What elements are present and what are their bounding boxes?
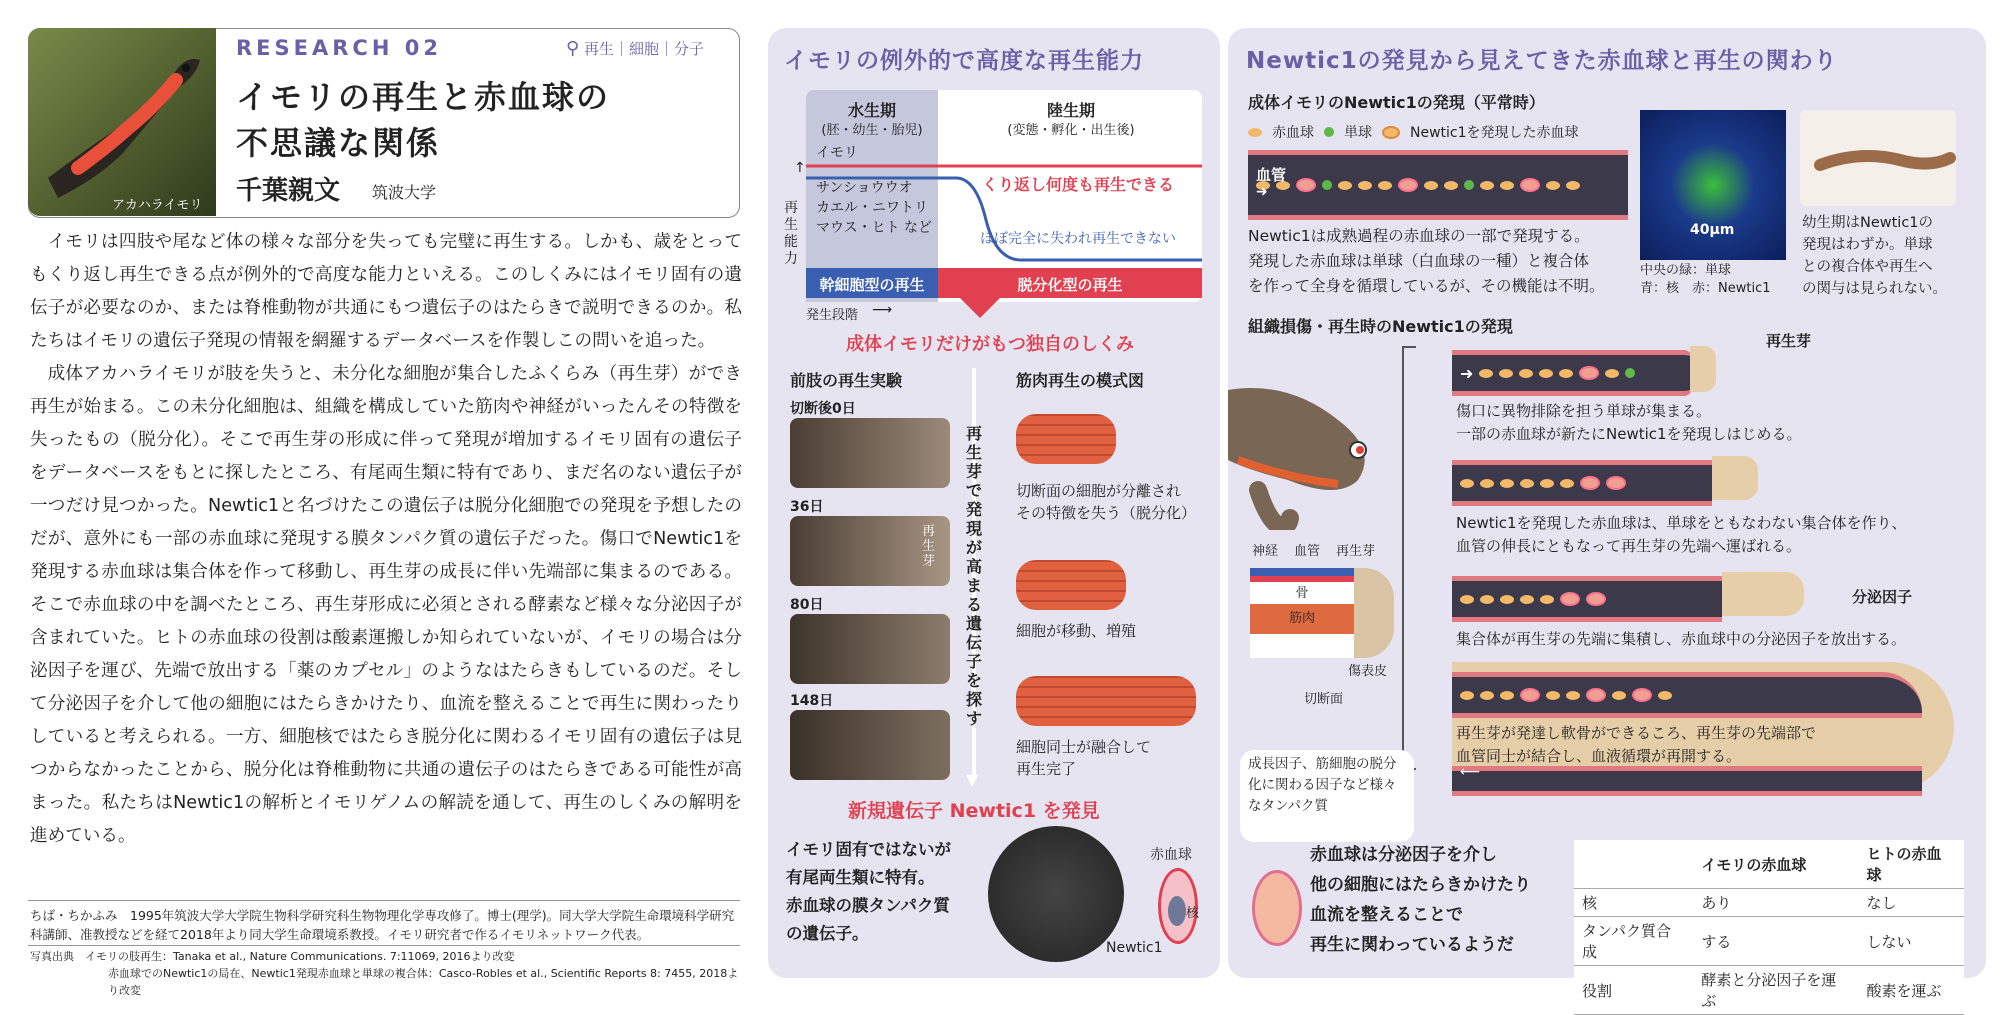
return-arrow-icon: ⟵ [1460,764,1481,780]
limb-labels-top [1252,540,1375,559]
day-label-148: 148日 [790,693,834,709]
divider [28,945,740,946]
stage2-description [1456,512,1907,558]
table-header-row [1574,840,1964,889]
stage4-description [1456,722,1816,768]
limb-muscle-label: 筋肉 [1250,604,1354,634]
table-cell: タンパク質合成 [1574,917,1693,966]
col1-sub: (胚・幼生・胎児) [821,123,923,138]
author-bio: ちば・ちかふみ 1995年筑波大学大学院生物科学研究科生物物理化学専攻修了。博士(理学)。同大学大学院生命環境科学研究科講師、准教授などを経て2018年より同大学生命環境系教授。イモリ研究者で作るイモリネットワーク代表。 [30,908,735,942]
larva-line-4: の関与は見られない。 [1802,281,1947,297]
limb-cut-label: 切断面 [1304,692,1344,707]
muscle-step3-b: 再生完了 [1016,760,1077,778]
panel1-title: イモリの例外的で高度な再生能力 [784,48,1144,74]
table-cell: なし [1858,889,1964,917]
table-header-cell [1574,840,1693,889]
table-cell: 酵素と分泌因子を運ぶ [1693,966,1858,1015]
blastema-label: 再生芽 [1766,332,1812,350]
search-step-vertical: 再生芽で発現が高まる遺伝子を探す [966,424,983,728]
flow-arrow-icon: ➜ [1256,184,1268,200]
table-cell: 酸素を運ぶ [1858,966,1964,1015]
key-icon: ⚲ [566,38,580,59]
micro-caption-1: 中央の緑：単球 [1640,263,1732,278]
x-axis-label: 発生段階 [806,308,859,323]
col1-item-mouse: マウス・ヒト など [816,220,933,236]
newt-diagram [1228,360,1398,530]
newt-photo [28,28,216,216]
muscle-step2: 細胞が移動、増殖 [1016,622,1137,640]
scale-bar-label: 40μm [1690,222,1735,238]
vessel-label: 血管 [1256,166,1287,184]
blastema-stage1 [1690,346,1716,392]
day-label-0: 切断後0日 [790,401,856,417]
muscle-step3 [1016,736,1151,780]
muscle-step1-b: その特徴を失う（脱分化） [1016,504,1197,522]
desc-line-3: を作って全身を循環しているが、その機能は不明。 [1248,277,1605,295]
larva-photo [1800,110,1956,206]
model-title: 筋肉再生の模式図 [1016,371,1145,390]
conclusion [1310,840,1531,960]
limb-vessel-label: 血管 [1294,544,1321,559]
red-line-label: くり返し何度も再生できる [982,175,1175,194]
blastema-photo-label: 再生芽 [922,524,936,569]
arrow-up-icon: ↑ [794,160,806,176]
larva-line-2: 発現はわずか。単球 [1802,237,1933,253]
conclusion-line-2: 他の細胞にはたらきかけたり [1310,875,1531,895]
micro-caption-2: 青：核 赤：Newtic1 [1640,281,1771,296]
table-row [1574,889,1964,917]
desc-line-1: Newtic1は成熟過程の赤血球の一部で発現する。 [1248,227,1590,245]
nucleus-label: 核 [1186,906,1200,921]
larva-note [1802,212,1947,300]
author-name: 千葉親文 [236,176,341,206]
stage3-description: 集合体が再生芽の先端に集積し、赤血球中の分泌因子を放出する。 [1456,630,1907,648]
rbc-comparison-table [1574,840,1964,1015]
limb-blastema-label: 再生芽 [1336,544,1376,559]
table-cell: しない [1858,917,1964,966]
section-normal-title: 成体イモリのNewtic1の発現（平常時） [1248,93,1545,112]
conclusion-line-1: 赤血球は分泌因子を介し [1310,845,1497,865]
larva-line-1: 幼生期はNewtic1の [1802,215,1934,231]
day-label-36: 36日 [790,499,824,515]
blue-line-label: ほぼ完全に失われ再生できない [980,231,1176,247]
col2-head: 陸生期 [1046,101,1095,120]
article-title-line1: イモリの再生と赤血球の [236,78,611,116]
table-row [1574,966,1964,1015]
limb-photo-day148 [790,710,950,780]
stage4-line-1: 再生芽が発達し軟骨ができるころ、再生芽の先端部で [1456,724,1817,742]
table-header-cell: イモリの赤血球 [1693,840,1858,889]
muscle-model-1 [1016,414,1116,464]
blastema-stage3 [1722,572,1804,616]
tag-list [566,38,704,59]
vessel-stage2 [1452,460,1712,506]
rbc-label: 赤血球 [1150,847,1192,863]
rbc-secreting-diagram [1252,870,1302,946]
note-line-4: の遺伝子。 [786,924,869,943]
secreted-factor-label: 分泌因子 [1852,588,1913,606]
article-kicker: RESEARCH 02 [236,36,442,60]
vessel-stage3 [1452,576,1722,622]
legend-monocyte: 単球 [1344,125,1372,141]
limb-cross-section [1250,568,1354,658]
table-cell: 役割 [1574,966,1693,1015]
vessel-stage4-lower [1452,766,1922,796]
arrow-right-icon: ⟶ [872,302,893,318]
article-title-line2: 不思議な関係 [236,124,441,162]
note-line-2: 有尾両生類に特有。 [786,868,935,887]
band-left-label: 幹細胞型の再生 [819,276,925,294]
panel2-title: Newtic1の発見から見えてきた赤血球と再生の関わり [1246,48,1838,74]
tag-text: 再生｜細胞｜分子 [583,40,704,58]
limb-epidermis-label: 傷表皮 [1348,664,1388,679]
day-label-80: 80日 [790,597,824,613]
credit-line-2: 赤血球でのNewtic1の局在、Newtic1発現赤血球と単球の複合体：Casco-Robles et al., Scientific Reports 8: 7455, 2018より改変 [108,967,739,997]
stage1-description [1456,400,1802,446]
stage2-line-1: Newtic1を発現した赤血球は、単球をともなわない集合体を作り、 [1456,514,1907,532]
vessel-stage4-upper [1452,672,1922,718]
body-paragraph-2: 成体アカハライモリが肢を失うと、未分化な細胞が集合したふくらみ（再生芽）ができ再生が始まる。この未分化細胞は、組織を構成していた筋肉や神経がいったんその特徴を失ったもの（脱分化）。そこで再生芽の形成に伴って発現が増加するイモリ固有の遺伝子をデータベースをもとに探したところ、有尾両生類に特有であり、まだ名のない遺伝子が一つだけ見つかった。Newtic1と名づけたこの遺伝子は脱分化細胞での発現を予想したのだが、意外にも一部の赤血球に発現する膜タンパク質の遺伝子だった。傷口でNewtic1を発現する赤血球は集合体を作って移動し、再生芽の成長に伴い先端部に集まるのである。そこで赤血球の中を調べたところ、再生芽形成に必須とされる酵素など様々な分泌因子が含まれていた。ヒトの赤血球の役割は酸素運搬しか知られていないが、イモリの場合は分泌因子を運び、先端で放出する「薬のカプセル」のようなはたらきもしているのだ。そして分泌因子を介して他の細胞にはたらきかけたり、血流を整えることで再生に関わったりしていると考えられる。一方、細胞核ではたらき脱分化に関わるイモリ固有の遺伝子は見つからなかったことから、脱分化は脊椎動物に共通の遺伝子のはたらきである可能性が高まった。私たちはNewtic1の解析とイモリゲノムの解読を通して、再生のしくみの解明を進めている。 [30,364,742,846]
stage1-line-2: 一部の赤血球が新たにNewtic1を発現しはじめる。 [1456,425,1802,443]
col1-item-newt: イモリ [816,145,858,161]
limb-photo-day0 [790,418,950,488]
table-row [1574,917,1964,966]
newtic-rbc-legend-icon [1382,126,1400,139]
larva-illustration [1800,110,1956,206]
rbc-legend-icon [1248,128,1262,137]
micrograph-caption [1640,262,1770,298]
stage2-line-2: 血管の伸長にともなって再生芽の先端へ運ばれる。 [1456,537,1802,555]
body-paragraph-1: イモリは四肢や尾など体の様々な部分を失っても完璧に再生する。しかも、歳をとってもくり返し再生できる点が例外的で高度な能力といえる。このしくみにはイモリ固有の遺伝子が必要なのか、または脊椎動物が共通にもつ遺伝子のはたらきで説明できるのか。私たちはイモリの遺伝子発現の情報を網羅するデータベースを作製しこの問いを追った。 [30,232,742,351]
stage4-line-2: 血管同士が結合し、血液循環が再開する。 [1456,747,1742,765]
col2-sub: (変態・孵化・出生後) [1007,123,1135,138]
discovery-heading: 新規遺伝子 Newtic1 を発見 [848,800,1100,822]
note-line-3: 赤血球の膜タンパク質 [786,896,950,915]
conclusion-line-4: 再生に関わっているようだ [1310,935,1514,955]
photo-credits [30,948,742,999]
y-axis-label: 再生能力 [784,200,798,267]
article-body [30,226,742,853]
muscle-model-2 [1016,560,1126,610]
newtic1-label: Newtic1 [1106,940,1163,956]
arrow-down-icon [960,298,1000,320]
blood-vessel-normal [1248,150,1628,220]
wound-epidermis [1354,568,1394,658]
discovery-notes [786,836,951,948]
col1-item-frog: カエル・ニワトリ [816,200,928,216]
table-cell: する [1693,917,1858,966]
muscle-step1 [1016,480,1196,524]
col1-head: 水生期 [847,101,896,120]
photo-caption: アカハライモリ [112,198,203,213]
muscle-step3-a: 細胞同士が融合して [1016,738,1152,756]
note-line-1: イモリ固有ではないが [786,840,951,859]
legend [1248,122,1579,142]
conclusion-line-3: 血流を整えることで [1310,905,1463,925]
legend-newtic-rbc: Newtic1を発現した赤血球 [1410,125,1579,141]
author-affiliation: 筑波大学 [372,183,437,202]
blastema-stage2 [1712,456,1758,500]
limb-photo-day80 [790,614,950,684]
newt-illustration [28,28,216,216]
limb-bone-label: 骨 [1250,582,1354,604]
band-right-label: 脱分化型の再生 [1017,276,1123,294]
col1-item-salamander: サンショウウオ [816,180,913,196]
desc-line-2: 発現した赤血球は単球（白血球の一種）と複合体 [1248,252,1590,270]
experiment-title: 前肢の再生実験 [790,371,903,390]
table-header-cell: ヒトの赤血球 [1858,840,1964,889]
divider [28,900,740,901]
legend-rbc: 赤血球 [1272,125,1314,141]
vessel-stage1: ➜ [1452,350,1692,396]
rbc-micrograph [988,826,1124,962]
nucleus-diagram [1168,896,1186,926]
muscle-step1-a: 切断面の細胞が分離され [1016,482,1182,500]
credit-line-1: 写真出典 イモリの肢再生：Tanaka et al., Nature Communications. 7:11069, 2016より改変 [30,950,515,963]
section-injury-title: 組織損傷・再生時のNewtic1の発現 [1248,317,1513,336]
factor-bubble: 成長因子、筋細胞の脱分化に関わる因子など様々なタンパク質 [1240,750,1414,842]
process-arrow-head-icon: ▼ [966,770,979,789]
muscle-model-3 [1016,676,1196,726]
monocyte-legend-icon [1324,127,1334,137]
stage1-line-1: 傷口に異物排除を担う単球が集まる。 [1456,402,1712,420]
newt-head-illustration [1228,360,1398,530]
bracket [1402,346,1416,770]
larva-line-3: との複合体や再生へ [1802,259,1933,275]
unique-mechanism: 成体イモリだけがもつ独自のしくみ [846,334,1134,355]
table-cell: 核 [1574,889,1693,917]
limb-nerve-label: 神経 [1252,544,1279,559]
table-cell: あり [1693,889,1858,917]
normal-description [1248,224,1605,299]
